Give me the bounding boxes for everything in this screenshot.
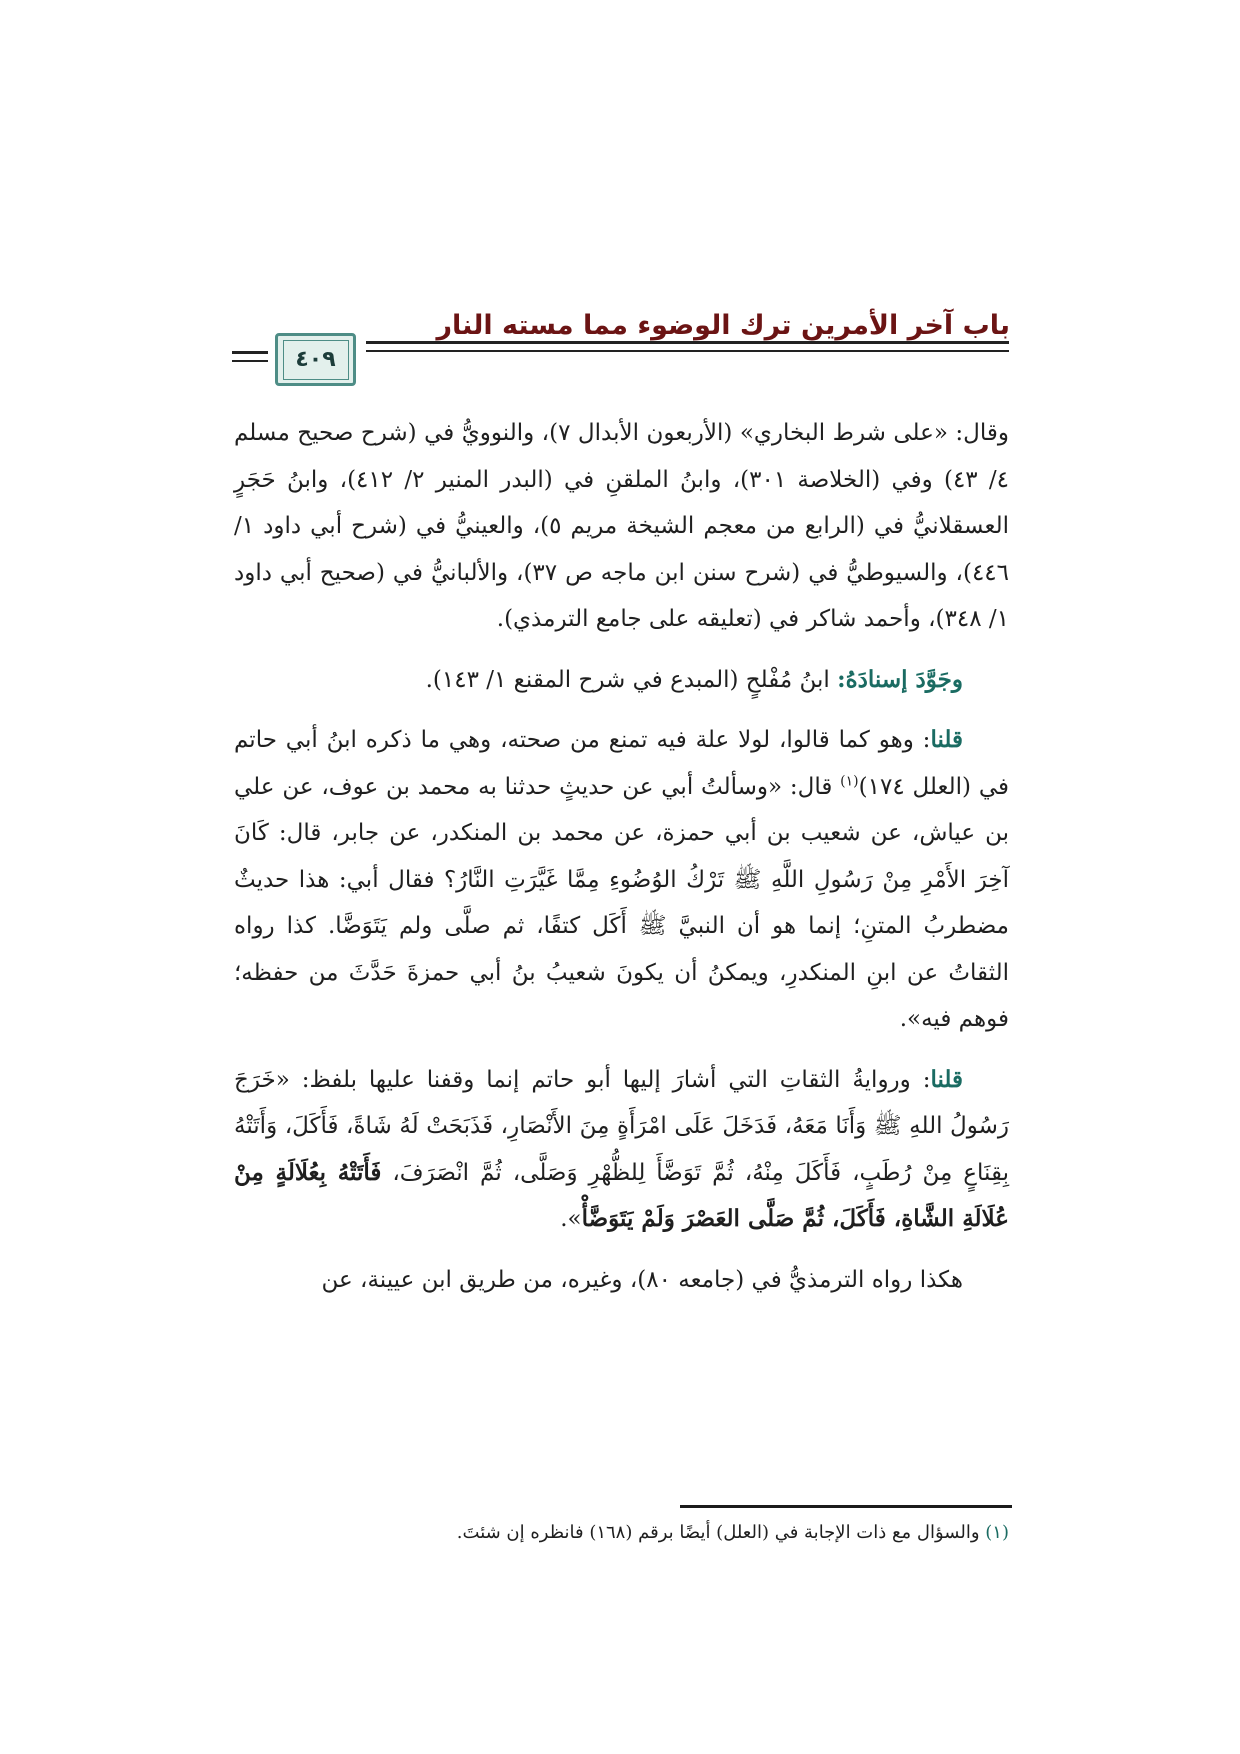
footnote-separator [680, 1505, 1012, 1508]
header-rule-right-bottom [366, 350, 1009, 352]
paragraph-5: هكذا رواه الترمذيُّ في (جامعه ٨٠)، وغيره، من طريق ابن عيينة، عن [321, 1266, 963, 1293]
paragraph-4-text-b: ». [560, 1206, 582, 1232]
page-number: ٤٠٩ [283, 340, 349, 380]
paragraph-2 [234, 657, 1009, 704]
chapter-title: باب آخر الأمرين ترك الوضوء مما مسته النار [436, 310, 1010, 341]
paragraph-3-label: قلنا [930, 726, 963, 753]
footnote-number: (١) [985, 1522, 1009, 1543]
footnote [457, 1522, 1009, 1543]
paragraph-4-bold: فَأَتَتْهُ بِعُلَالَةٍ مِنْ عُلَالَةِ الشَّاةِ، فَأَكَلَ، ثُمَّ صَلَّى العَصْرَ وَلَمْ يَتَوَضَّأْ [234, 1158, 1009, 1232]
header-rule-right-top [366, 341, 1009, 344]
page-number-badge [275, 333, 356, 386]
paragraph-4-text-a: : وروايةُ الثقاتِ التي أشارَ إليها أبو حاتم إنما وقفنا عليها بلفظ: «خَرَجَ رَسُولُ اللهِ ﷺ وَأَنَا مَعَهُ، فَدَخَلَ عَلَى امْرَأَةٍ مِنَ الأَنْصَارِ، فَذَبَحَتْ لَهُ شَاةً، فَأَكَلَ، وَأَتَتْهُ بِقِنَاعٍ مِنْ رُطَبٍ، فَأَكَلَ مِنْهُ، ثُمَّ تَوَضَّأَ لِلظُّهْرِ وَصَلَّى، ثُمَّ انْصَرَفَ، [234, 1066, 1009, 1186]
paragraph-4 [234, 1057, 1009, 1243]
header-rule-left-bottom [232, 360, 268, 362]
paragraph-3 [234, 717, 1009, 1043]
main-text [234, 410, 1009, 1303]
paragraph-2-text: ابنُ مُفْلحٍ (المبدع في شرح المقنع ١/ ١٤٣). [425, 666, 838, 693]
footnote-ref[interactable]: (١) [840, 772, 859, 789]
footnote-text: والسؤال مع ذات الإجابة في (العلل) أيضًا برقم (١٦٨) فانظره إن شئتَ. [456, 1522, 986, 1543]
paragraph-3-text-a: : وهو كما قالوا، لولا علة فيه تمنع من صحته، وهي ما ذكره ابنُ أبي حاتم في (العلل ١٧٤) [234, 727, 1009, 800]
paragraph-2-label: وجَوَّدَ إسنادَهُ: [837, 665, 963, 693]
paragraph-1: وقال: «على شرط البخاري» (الأربعون الأبدال ٧)، والنوويُّ في (شرح صحيح مسلم ٤/ ٤٣) وفي (الخلاصة ٣٠١)، وابنُ الملقنِ في (البدر المنير ٢/ ٤١٢)، وابنُ حَجَرٍ العسقلانيُّ في (الرابع من معجم الشيخة مريم ٥)، والعينيُّ في (شرح أبي داود ١/ ٤٤٦)، والسيوطيُّ في (شرح سنن ابن ماجه ص ٣٧)، والألبانيُّ في (صحيح أبي داود ١/ ٣٤٨)، وأحمد شاكر في (تعليقه على جامع الترمذي). [234, 420, 1010, 632]
paragraph-4-label: قلنا [930, 1065, 963, 1093]
header-rule-left-top [232, 351, 268, 354]
paragraph-3-text-b: قال: «وسألتُ أبي عن حديثٍ حدثنا به محمد بن عوف، عن علي بن عياش، عن شعيب بن أبي حمزة، عن محمد بن المنكدر، عن جابر، قال: كَانَ آخِرَ الأَمْرِ مِنْ رَسُولِ اللَّهِ ﷺ تَرْكُ الوُضُوءِ مِمَّا غَيَّرَتِ النَّارُ؟ فقال أبي: هذا حديثٌ مضطربُ المتنِ؛ إنما هو أن النبيَّ ﷺ أَكَل كتفًا، ثم صلَّى ولم يَتَوَضَّا. كذا رواه الثقاتُ عن ابنِ المنكدرِ، ويمكنُ أن يكونَ شعيبُ بنُ أبي حمزةَ حَدَّثَ من حفظه؛ فوهم فيه». [234, 773, 1009, 1032]
